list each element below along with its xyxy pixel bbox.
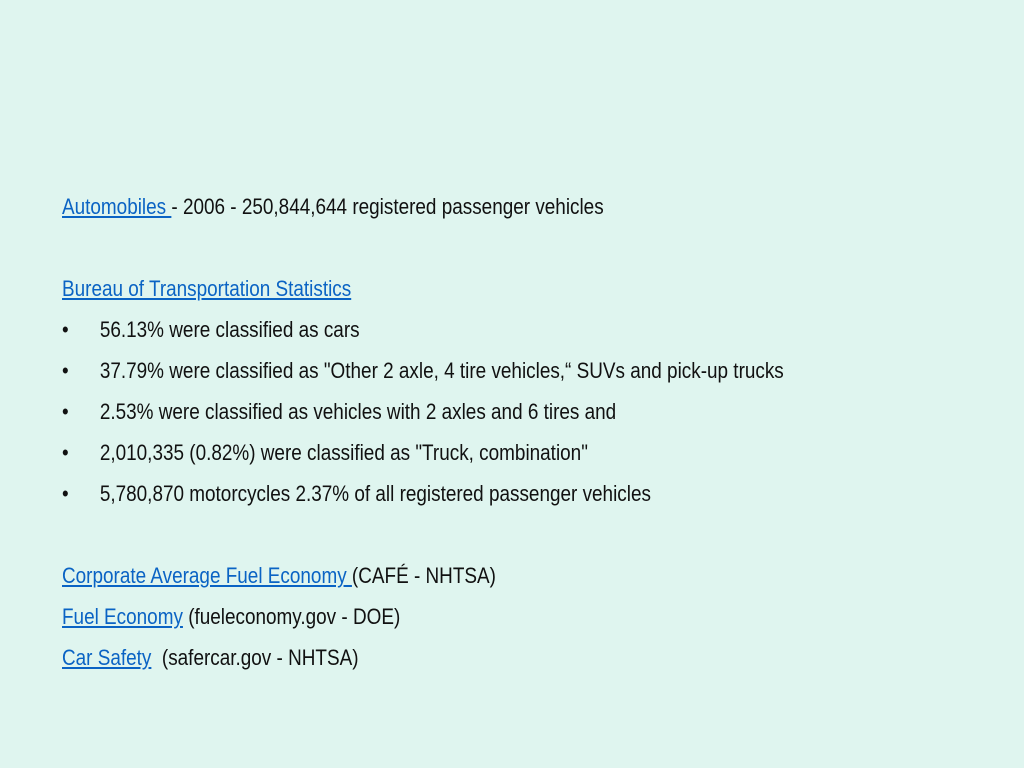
bullet-icon: • [62, 481, 69, 506]
bullet-text: 37.79% were classified as "Other 2 axle, 4 tire vehicles,“ SUVs and pick-up trucks [99, 358, 784, 383]
bullet-icon: • [62, 317, 69, 342]
bullet-text: 56.13% were classified as cars [99, 317, 360, 342]
cafe-line [62, 555, 870, 596]
cafe-link[interactable]: Corporate Average Fuel Economy [62, 563, 352, 588]
car-safety-line [62, 637, 870, 678]
bts-link[interactable]: Bureau of Transportation Statistics [62, 276, 352, 301]
fuel-economy-link[interactable]: Fuel Economy [62, 604, 183, 629]
bullet-item [62, 473, 870, 514]
fuel-economy-suffix: (fueleconomy.gov - DOE) [182, 604, 401, 629]
bullet-icon: • [62, 440, 69, 465]
bullet-text: 2.53% were classified as vehicles with 2 axles and 6 tires and [99, 399, 617, 424]
bullet-icon: • [62, 358, 69, 383]
slide-content [62, 186, 1002, 678]
bullet-item [62, 309, 870, 350]
fuel-economy-line [62, 596, 870, 637]
bullet-item [62, 432, 870, 473]
bts-line [62, 268, 870, 309]
car-safety-suffix: (safercar.gov - NHTSA) [151, 645, 359, 670]
bullet-icon: • [62, 399, 69, 424]
automobiles-line [62, 186, 870, 227]
bullet-text: 2,010,335 (0.82%) were classified as "Truck, combination" [99, 440, 588, 465]
cafe-suffix: (CAFÉ - NHTSA) [351, 563, 496, 588]
spacer [62, 514, 1002, 555]
automobiles-text: - 2006 - 250,844,644 registered passenger vehicles [171, 194, 604, 219]
bullet-item [62, 391, 870, 432]
spacer [62, 227, 1002, 268]
bullet-text: 5,780,870 motorcycles 2.37% of all registered passenger vehicles [99, 481, 651, 506]
car-safety-link[interactable]: Car Safety [62, 645, 152, 670]
automobiles-link[interactable]: Automobiles [62, 194, 172, 219]
bullet-item [62, 350, 870, 391]
